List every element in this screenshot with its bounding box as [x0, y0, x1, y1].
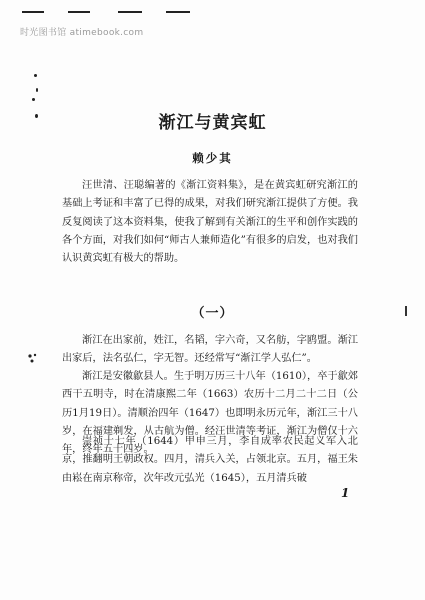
body-paragraph-2: 渐江是安徽歙县人。生于明万历三十八年（1610），卒于歙郊西干五明寺，时在清康熙二年（1663）农历十二月二十二日（公历1月19日）。清顺治四年（1647）也即明永历元年，渐江三十八岁，在福建剃发，从古航为僧。经汪世清等考证，渐江为僧仅十六年，终年五十四岁。: [62, 371, 358, 456]
header-rule-1: [22, 11, 44, 13]
header-rule-2: [68, 11, 90, 13]
margin-tick-icon: [403, 306, 409, 316]
article-title: 渐江与黄宾虹: [158, 113, 267, 133]
intro-paragraph: 汪世清、汪聪编著的《渐江资料集》，是在黄宾虹研究渐江的基础上考证和丰富了已得的成果，对我们研究渐江提供了方便。我反复阅读了这本资料集，使我了解到有关渐江的生平和创作实践的各个方面，对我们如何“师古人兼师造化”有很多的启发，也对我们认识黄宾虹有极大的帮助。: [62, 180, 358, 265]
article-author: 赖少其: [192, 151, 233, 165]
body-paragraph-3: 崇祯十七年（1644）甲申三月，李自成率农民起义军入北京，推翻明王朝政权。四月，清兵入关，占领北京。五月，福王朱由崧在南京称帝，次年改元弘光（1645），五月清兵破: [62, 436, 358, 484]
margin-mark-icon: [26, 352, 40, 366]
watermark-text: 时光图书馆 atimebook.com: [20, 28, 144, 38]
header-rule-4: [166, 11, 190, 13]
section-heading: （一）: [191, 306, 234, 321]
body-paragraph-1: 渐江在出家前，姓江，名韬，字六奇，又名舫，字鸥盟。渐江出家后，法名弘仁，字无智。还经常写“渐江学人弘仁”。: [62, 335, 358, 365]
page-number: 1: [341, 486, 350, 500]
header-rule-3: [118, 11, 142, 13]
